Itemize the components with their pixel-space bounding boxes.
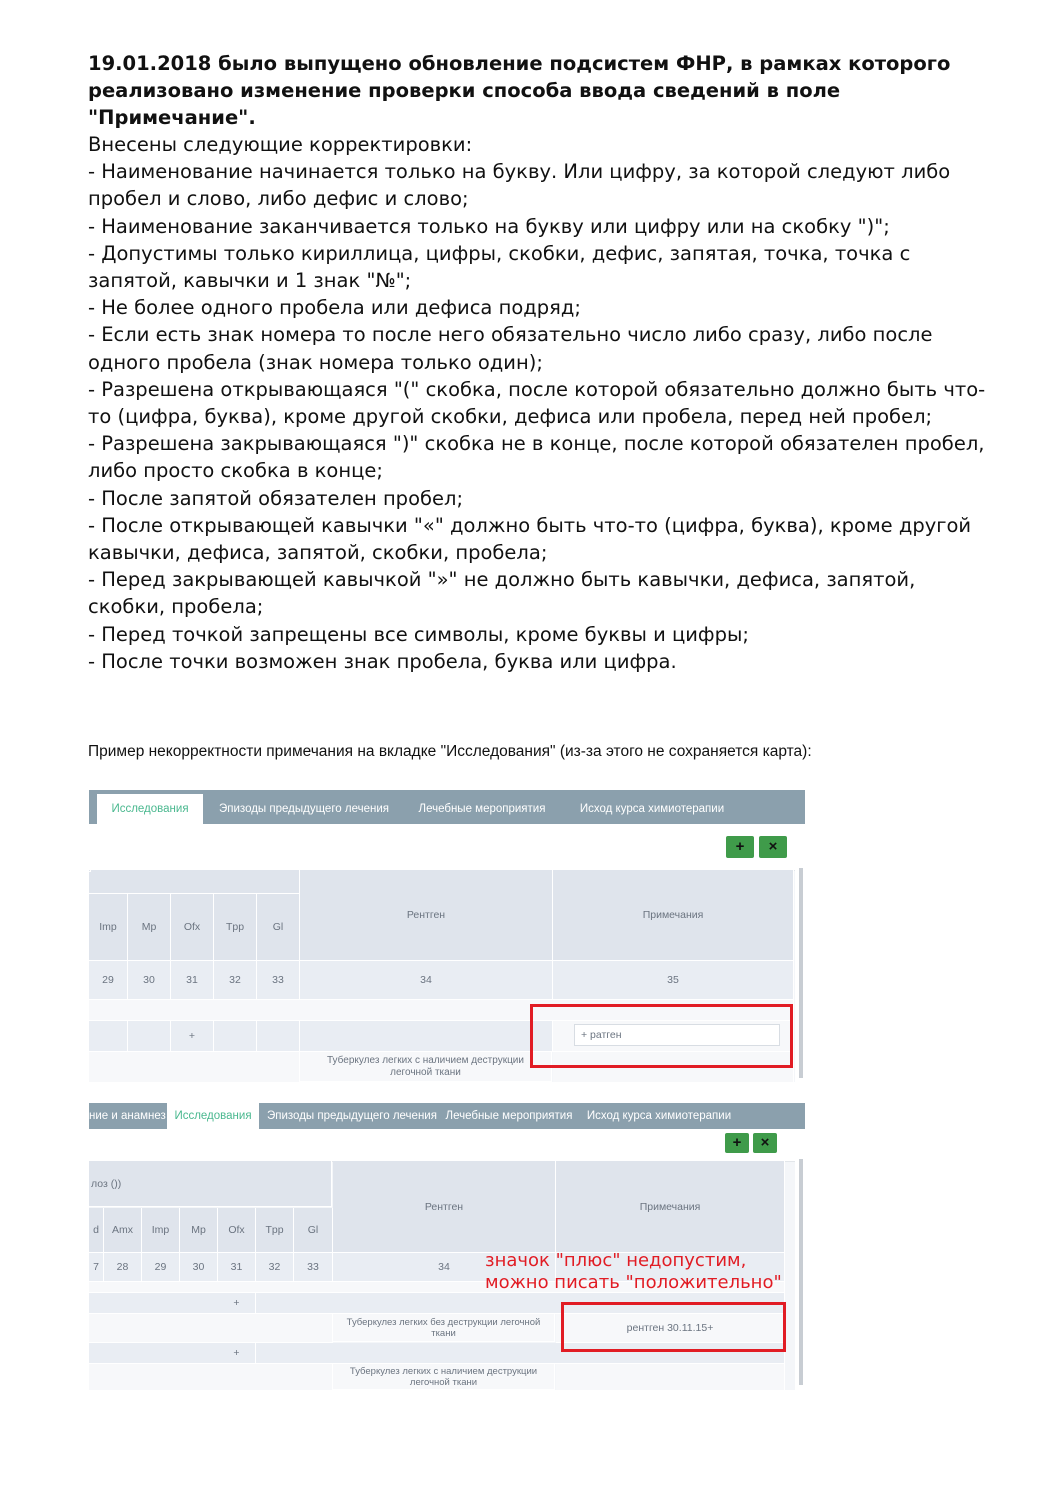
table-cell [556, 1364, 785, 1390]
table-cell[interactable] [257, 1021, 300, 1052]
column-header: Ofx [171, 894, 214, 961]
column-number: 31 [171, 961, 214, 1000]
toolbar [89, 824, 805, 871]
document-body [88, 50, 988, 675]
annotation-line: значок "плюс" недопустим, [485, 1250, 747, 1271]
list-item: - После открывающей кавычки "«" должно быть что-то (цифра, буква), кроме другой кавычки, дефиса, запятой, скобки, пробела; [88, 513, 972, 565]
notes-input[interactable]: + ратген [574, 1024, 780, 1046]
column-number: 31 [218, 1253, 256, 1282]
list-item: - Разрешена закрывающаяся ")" скобка не в конце, после которой обязателен пробел, либо просто скобка в конце; [88, 432, 985, 483]
list-item: - После точки возможен знак пробела, буква или цифра. [88, 649, 677, 673]
tab-previous-treatment[interactable]: Эпизоды предыдущего лечения [267, 1110, 437, 1122]
list-item: - Разрешена открывающаяся "(" скобка, после которой обязательно должно быть что-то (цифра, буква), кроме другой скобки, дефиса или пробела, перед ней пробел; [88, 377, 986, 429]
tab-history[interactable]: ние и анамнез [89, 1110, 166, 1122]
tab-chemo-outcome[interactable]: Исход курса химиотерапии [579, 803, 725, 815]
add-button[interactable]: + [726, 836, 754, 858]
table-cell[interactable] [128, 1021, 171, 1052]
diagnosis-cell: Туберкулез легких без деструкции легочной ткани [333, 1314, 555, 1342]
table-cell [89, 1314, 333, 1343]
table-cell [89, 1364, 333, 1390]
column-header-blank [89, 870, 91, 872]
column-header-xray: Рентген [333, 1161, 556, 1253]
document-title: 19.01.2018 было выпущено обновление подсистем ФНР, в рамках которого реализовано изменение проверки способа ввода сведений в поле "Примечание". [88, 52, 951, 129]
column-header: Gl [294, 1208, 333, 1253]
table-cell[interactable] [214, 1021, 257, 1052]
diagnosis-cell: Туберкулез легких с наличием деструкции легочной ткани [300, 1052, 552, 1082]
list-item: - Перед точкой запрещены все символы, кроме буквы и цифры; [88, 622, 749, 646]
column-number-notes: 35 [553, 961, 794, 1000]
header-group: лоз ()) [89, 1161, 332, 1207]
highlight-box [530, 1004, 793, 1068]
column-header: Mp [180, 1208, 218, 1253]
column-number: 33 [294, 1253, 333, 1282]
tab-chemo-outcome[interactable]: Исход курса химиотерапии [586, 1110, 732, 1122]
tab-previous-treatment[interactable]: Эпизоды предыдущего лечения [219, 803, 389, 815]
column-number: 7 [89, 1253, 104, 1282]
annotation-line: можно писать "положительно" [485, 1272, 782, 1293]
table-cell[interactable] [89, 1021, 128, 1052]
table-cell-plus[interactable]: + [171, 1021, 214, 1052]
list-item: - После запятой обязателен пробел; [88, 486, 464, 510]
column-number: 32 [256, 1253, 294, 1282]
column-header-xray: Рентген [300, 870, 553, 961]
scrollbar-thumb[interactable] [799, 868, 803, 1078]
screenshot-2 [89, 1103, 805, 1390]
column-number: 28 [104, 1253, 142, 1282]
list-item: - Перед закрывающей кавычкой "»" не должно быть кавычки, дефиса, запятой, скобки, пробела; [88, 568, 916, 619]
column-header: Mp [128, 894, 171, 961]
list-item: - Не более одного пробела или дефиса подряд; [88, 296, 581, 320]
column-number: 32 [214, 961, 257, 1000]
column-number-xray: 34 [333, 1253, 556, 1282]
notes-cell[interactable]: рентген 30.11.15+ [556, 1314, 785, 1343]
diagnosis-cell: Туберкулез легких с наличием деструкции легочной ткани [333, 1364, 555, 1390]
tab-bar [89, 1103, 805, 1129]
tab-treatment-measures[interactable]: Лечебные мероприятия [418, 803, 546, 815]
scrollbar[interactable] [795, 1129, 805, 1390]
list-item: - Если есть знак номера то после него обязательно число либо сразу, либо после одного пробела (знак номера только один); [88, 323, 933, 374]
list-item: - Наименование заканчивается только на букву или цифру или на скобку ")"; [88, 214, 890, 238]
column-header: Tpp [256, 1208, 294, 1253]
list-item: - Наименование начинается только на букву. Или цифру, за которой следуют либо пробел и слово, либо дефис и слово; [88, 160, 951, 211]
scrollbar-thumb[interactable] [799, 1159, 803, 1385]
table-cell [89, 1052, 300, 1082]
corrections-list [88, 131, 988, 675]
column-header: Gl [257, 894, 300, 961]
column-header-notes: Примечания [556, 1161, 785, 1253]
add-button[interactable]: + [725, 1133, 749, 1153]
header-group-blank [89, 870, 300, 894]
column-header-notes: Примечания [553, 870, 794, 961]
column-header: Imp [89, 894, 128, 961]
column-number: 30 [180, 1253, 218, 1282]
column-header: Amx [104, 1208, 142, 1253]
table-cell-plus[interactable]: + [218, 1343, 256, 1364]
highlight-box [561, 1302, 786, 1352]
tab-research[interactable]: Исследования [97, 794, 203, 824]
column-number: 30 [128, 961, 171, 1000]
column-header: d [89, 1208, 104, 1253]
column-header: Ofx [218, 1208, 256, 1253]
delete-button[interactable]: × [753, 1133, 777, 1153]
column-number-xray: 34 [300, 961, 553, 1000]
annotation-text [485, 1250, 782, 1294]
example-caption: Пример некорректности примечания на вкладке "Исследования" (из-за этого не сохраняется карта): [88, 743, 812, 760]
column-number: 33 [257, 961, 300, 1000]
column-header: Tpp [214, 894, 257, 961]
scrollbar[interactable] [795, 824, 805, 1082]
tab-bar [89, 790, 805, 824]
tab-treatment-measures[interactable]: Лечебные мероприятия [445, 1110, 573, 1122]
list-item: - Допустимы только кириллица, цифры, скобки, дефис, запятая, точка, точка с запятой, кавычки и 1 знак "№"; [88, 241, 911, 293]
toolbar [89, 1129, 805, 1162]
screenshot-1 [89, 790, 805, 1082]
table-cell-plus[interactable]: + [218, 1293, 256, 1314]
tab-research[interactable]: Исследования [167, 1103, 259, 1129]
column-number: 29 [142, 1253, 180, 1282]
column-number: 29 [89, 961, 128, 1000]
delete-button[interactable]: × [759, 836, 787, 858]
table-cell[interactable] [300, 1021, 553, 1052]
list-item: Внесены следующие корректировки: [88, 133, 473, 156]
column-header: Imp [142, 1208, 180, 1253]
